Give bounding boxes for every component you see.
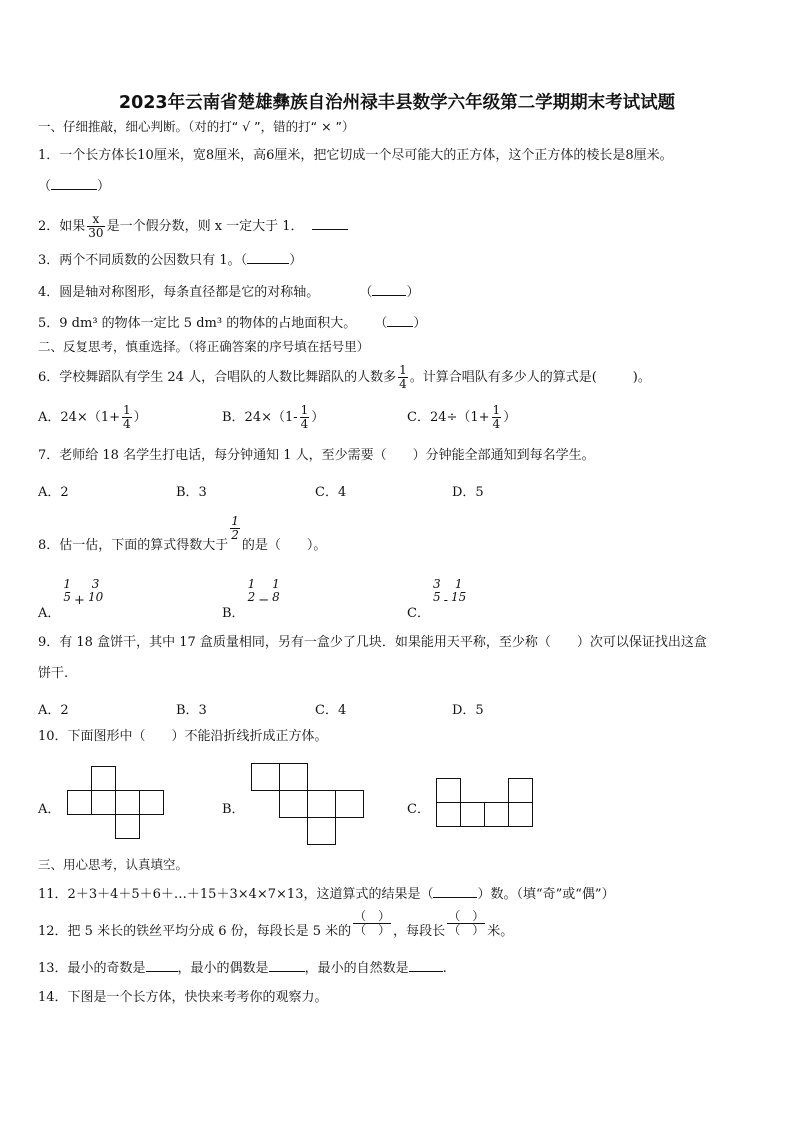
question-1-answer: （ ） bbox=[38, 179, 111, 194]
answer-blank[interactable] bbox=[269, 960, 305, 972]
question-9: 9．有 18 盒饼干，其中 17 盒质量相同，另有一盒少了几块．如果能用天平称，至少称（ ）次可以保证找出这盒 bbox=[38, 635, 707, 650]
q10-option-b-label[interactable]: B． bbox=[222, 802, 245, 817]
q7-option-a[interactable]: A．2 bbox=[38, 485, 69, 500]
question-1-text: 1．一个长方体长10厘米，宽8厘米，高6厘米，把它切成一个尽可能大的正方体，这个正方体的棱长是8厘米。 bbox=[38, 148, 673, 163]
fraction-blank[interactable]: $\frac{( )}{( )}$ bbox=[354, 909, 391, 937]
question-5: 5．9 dm³ 的物体一定比 5 dm³ 的物体的占地面积大。 （ ） bbox=[38, 316, 427, 331]
question-13: 13．最小的奇数是 ，最小的偶数是 ，最小的自然数是 . bbox=[38, 961, 447, 976]
question-1 bbox=[38, 149, 673, 162]
q9-option-d[interactable]: D．5 bbox=[452, 703, 484, 718]
question-2: 2．如果 $\frac{x}{30}$ 是一个假分数，则 x 一定大于 1． bbox=[38, 213, 348, 240]
fraction-1-over-4: $\frac{1}{4}$ bbox=[399, 363, 407, 391]
question-9-cont: 饼干. bbox=[38, 666, 69, 681]
question-8: 8．估一估，下面的算式得数大于 $\frac{1}{2}$ 的是（ ）。 bbox=[38, 514, 327, 553]
page-title: 2023年云南省楚雄彝族自治州禄丰县数学六年级第二学期期末考试试题 bbox=[118, 93, 676, 113]
q6-option-b[interactable]: B．24×（1- $\frac{1}{4}$ ） bbox=[222, 403, 325, 431]
q7-option-b[interactable]: B．3 bbox=[176, 485, 207, 500]
fraction-blank[interactable]: $\frac{( )}{( )}$ bbox=[448, 909, 485, 937]
question-6: 6．学校舞蹈队有学生 24 人，合唱队的人数比舞蹈队的人数多 $\frac{1}{4}$ 。计算合唱队有多少人的算式是( )。 bbox=[38, 363, 651, 391]
q6-option-c[interactable]: C．24÷（1+ $\frac{1}{4}$ ） bbox=[407, 403, 517, 431]
answer-blank[interactable] bbox=[372, 284, 406, 296]
q8-option-a[interactable]: A． 1 5 + 3 10 bbox=[38, 577, 104, 621]
question-3: 3．两个不同质数的公因数只有 1。（ ） bbox=[38, 253, 303, 268]
answer-blank[interactable] bbox=[409, 960, 443, 972]
q9-option-c[interactable]: C．4 bbox=[315, 703, 347, 718]
answer-blank[interactable] bbox=[312, 218, 348, 230]
question-12: 12．把 5 米长的铁丝平均分成 6 份，每段长是 5 米的 $\frac{( )}{( )}$ ，每段长 $\frac{( )}{( )}$ 米。 bbox=[38, 909, 514, 939]
answer-blank[interactable] bbox=[247, 252, 289, 264]
answer-blank[interactable] bbox=[387, 315, 413, 327]
q7-option-d[interactable]: D．5 bbox=[452, 485, 484, 500]
q8-option-b[interactable]: B． 1 2 − 1 8 bbox=[222, 577, 280, 621]
question-10: 10．下面图形中（ ）不能沿折线折成正方体。 bbox=[38, 729, 328, 744]
fraction-x-over-30: $\frac{x}{30}$ bbox=[88, 212, 104, 240]
q10-option-a-label[interactable]: A． bbox=[38, 802, 61, 817]
q9-option-a[interactable]: A．2 bbox=[38, 703, 69, 718]
question-14: 14．下图是一个长方体，快快来考考你的观察力。 bbox=[38, 990, 328, 1005]
fraction-1-over-2: $\frac{1}{2}$ bbox=[231, 514, 239, 542]
question-7: 7．老师给 18 名学生打电话，每分钟通知 1 人，至少需要（ ）分钟能全部通知到每名学生。 bbox=[38, 448, 595, 463]
section-2-heading: 二、反复思考，慎重选择。（将正确答案的序号填在括号里） bbox=[38, 339, 370, 354]
question-4: 4．圆是轴对称图形，每条直径都是它的对称轴。 （ ） bbox=[38, 285, 420, 300]
section-1-heading: 一、仔细推敲，细心判断。（对的打“ √ ”，错的打“ × ”） bbox=[38, 119, 355, 134]
q9-option-b[interactable]: B．3 bbox=[176, 703, 207, 718]
q6-option-a[interactable]: A．24×（1+ $\frac{1}{4}$ ） bbox=[38, 403, 147, 431]
answer-blank[interactable] bbox=[51, 178, 97, 190]
q10-net-b[interactable] bbox=[251, 763, 371, 847]
section-3-heading: 三、用心思考，认真填空。 bbox=[38, 857, 189, 872]
answer-blank[interactable] bbox=[433, 886, 477, 898]
answer-blank[interactable] bbox=[146, 960, 178, 972]
q10-net-c[interactable] bbox=[436, 778, 546, 830]
q10-option-c-label[interactable]: C． bbox=[407, 802, 430, 817]
q10-net-a[interactable] bbox=[67, 766, 187, 846]
question-11: 11．2＋3＋4＋5＋6＋…＋15＋3×4×7×13，这道算式的结果是（ ）数。（填“奇”或“偶”） bbox=[38, 887, 615, 902]
q7-option-c[interactable]: C．4 bbox=[315, 485, 347, 500]
q8-option-c[interactable]: C． 3 5 - 1 15 bbox=[407, 577, 467, 621]
